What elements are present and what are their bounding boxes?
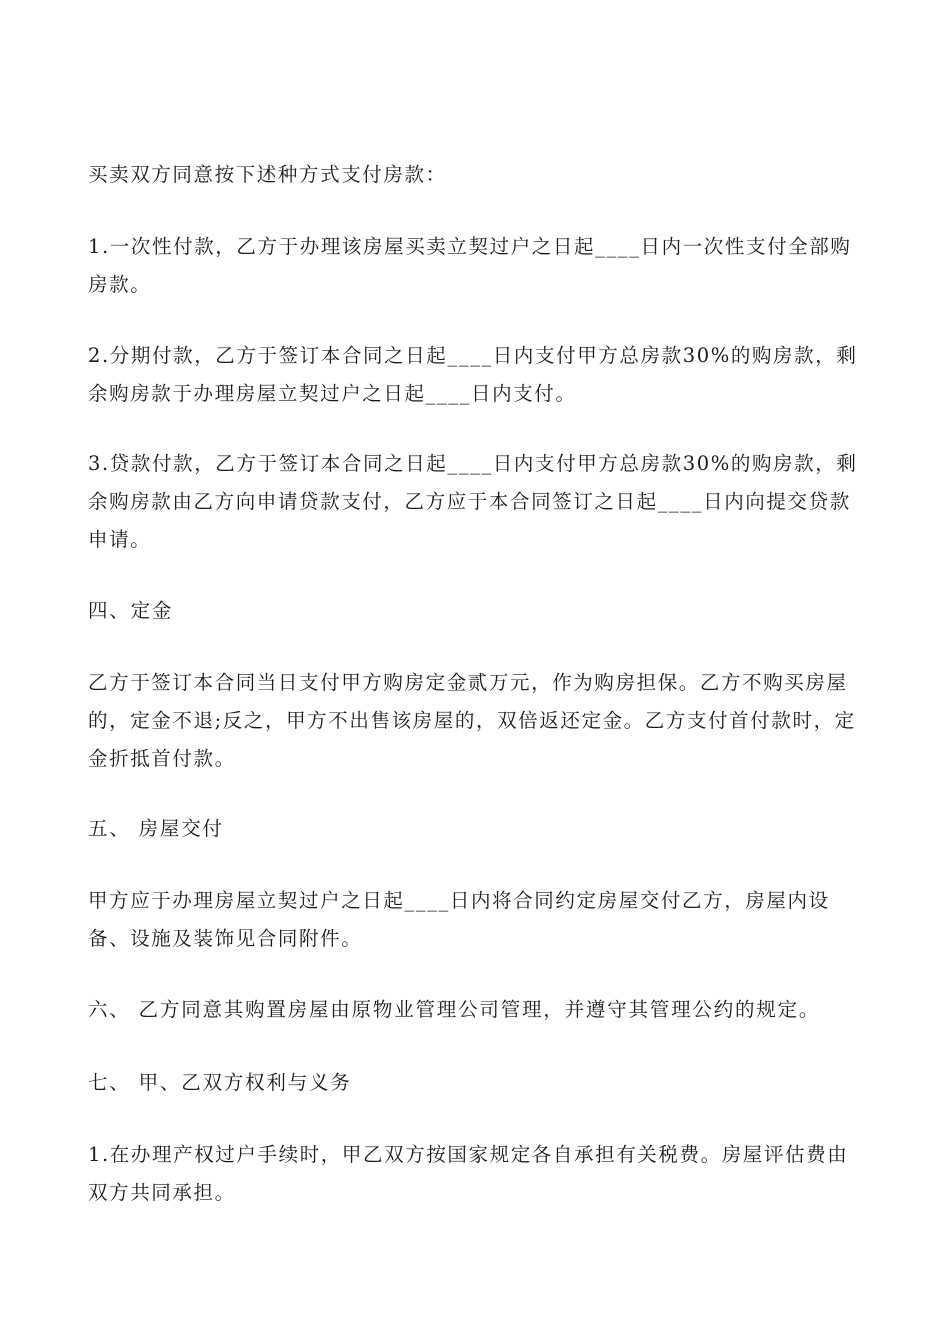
deposit-paragraph: 乙方于签订本合同当日支付甲方购房定金贰万元，作为购房担保。乙方不购买房屋的，定金不退;反之，甲方不出售该房屋的，双倍返还定金。乙方支付首付款时，定金折抵首付款。 — [88, 671, 856, 770]
rights-obligations-item-1-paragraph: 1.在办理产权过户手续时，甲乙双方按国家规定各自承担有关税费。房屋评估费由双方共同承担。 — [88, 1143, 849, 1204]
section-delivery-heading: 五、 房屋交付 — [88, 817, 224, 840]
payment-option-3-paragraph: 3.贷款付款，乙方于签订本合同之日起____日内支付甲方总房款30%的购房款，剩余购房款由乙方向申请贷款支付，乙方应于本合同签订之日起____日内向提交贷款申请。 — [88, 452, 858, 551]
delivery-paragraph: 甲方应于办理房屋立契过户之日起____日内将合同约定房屋交付乙方，房屋内设备、设施及装饰见合同附件。 — [88, 889, 830, 950]
payment-option-1-paragraph: 1.一次性付款，乙方于办理该房屋买卖立契过户之日起____日内一次性支付全部购房款。 — [88, 235, 852, 296]
section-deposit-heading: 四、定金 — [88, 599, 174, 622]
payment-intro-paragraph: 买卖双方同意按下述种方式支付房款： — [88, 163, 447, 186]
section-rights-obligations-heading: 七、 甲、乙双方权利与义务 — [88, 1071, 352, 1094]
payment-option-2-paragraph: 2.分期付款，乙方于签订本合同之日起____日内支付甲方总房款30%的购房款，剩余购房款于办理房屋立契过户之日起____日内支付。 — [88, 344, 858, 405]
section-property-management-paragraph: 六、 乙方同意其购置房屋由原物业管理公司管理，并遵守其管理公约的规定。 — [88, 998, 821, 1021]
